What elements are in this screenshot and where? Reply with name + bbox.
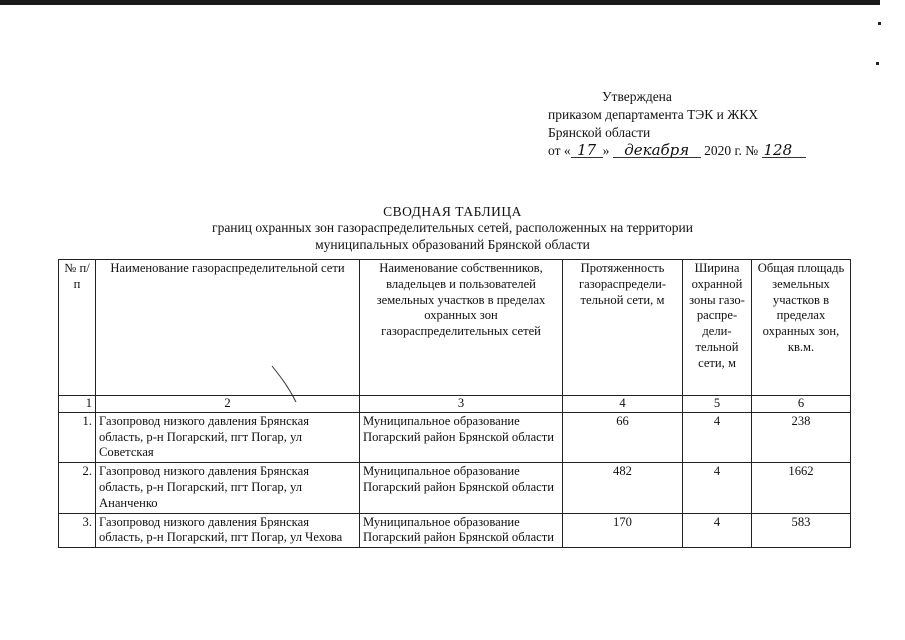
scan-speck [876, 62, 879, 65]
doc-subtitle-line-2: муниципальных образований Брянской области [315, 237, 590, 252]
table-header-row [59, 260, 851, 396]
date-mid: » [602, 143, 610, 158]
cell-width: 4 [683, 412, 752, 462]
header-owner: Наименование собственников, владельцев и пользователей земельных участков в пределах охранных зон газораспределительных сетей [360, 260, 563, 396]
approval-line-2: приказом департамента ТЭК и ЖКХ [548, 107, 759, 122]
column-number: 5 [683, 396, 752, 413]
cell-area: 1662 [752, 463, 851, 513]
date-prefix: от « [548, 143, 571, 158]
summary-table [58, 259, 851, 548]
column-number: 6 [752, 396, 851, 413]
header-width: Ширина охранной зоны газо-распре-дели-тельной сети, м [683, 260, 752, 396]
handwritten-number: 128 [762, 143, 806, 158]
approval-line-3: Брянской области [548, 125, 651, 140]
column-number: 4 [563, 396, 683, 413]
cell-length: 66 [563, 412, 683, 462]
cell-network: Газопровод низкого давления Брянская область, р-н Погарский, пгт Погар, ул Ананченко [96, 463, 360, 513]
cell-length: 482 [563, 463, 683, 513]
approval-date-line [548, 142, 806, 160]
cell-num: 3. [59, 513, 96, 548]
table-row [59, 463, 851, 513]
column-number: 3 [360, 396, 563, 413]
cell-network: Газопровод низкого давления Брянская область, р-н Погарский, пгт Погар, ул Советская [96, 412, 360, 462]
doc-subtitle-line-1: границ охранных зон газораспределительных сетей, расположенных на территории [212, 220, 693, 235]
column-number: 2 [96, 396, 360, 413]
cell-num: 1. [59, 412, 96, 462]
approval-block [548, 88, 806, 160]
handwritten-day: 17 [571, 143, 603, 158]
handwritten-month: декабря [613, 143, 701, 158]
doc-heading: СВОДНАЯ ТАБЛИЦА [383, 204, 522, 219]
column-number: 1 [59, 396, 96, 413]
table-row [59, 513, 851, 548]
approval-line-1: Утверждена [602, 89, 672, 104]
header-network: Наименование газораспределительной сети [96, 260, 360, 396]
scan-top-edge [0, 0, 880, 5]
column-number-row [59, 396, 851, 413]
date-year: 2020 г. № [704, 143, 759, 158]
cell-width: 4 [683, 463, 752, 513]
table-row [59, 412, 851, 462]
header-num: № п/п [59, 260, 96, 396]
header-area: Общая площадь земельных участков в пределах охранных зон, кв.м. [752, 260, 851, 396]
cell-width: 4 [683, 513, 752, 548]
cell-network: Газопровод низкого давления Брянская область, р-н Погарский, пгт Погар, ул Чехова [96, 513, 360, 548]
scan-speck [878, 22, 881, 25]
cell-owner: Муниципальное образование Погарский район Брянской области [360, 513, 563, 548]
cell-length: 170 [563, 513, 683, 548]
header-length: Протяженность газораспредели-тельной сети, м [563, 260, 683, 396]
cell-area: 238 [752, 412, 851, 462]
cell-area: 583 [752, 513, 851, 548]
cell-owner: Муниципальное образование Погарский район Брянской области [360, 412, 563, 462]
cell-owner: Муниципальное образование Погарский район Брянской области [360, 463, 563, 513]
cell-num: 2. [59, 463, 96, 513]
